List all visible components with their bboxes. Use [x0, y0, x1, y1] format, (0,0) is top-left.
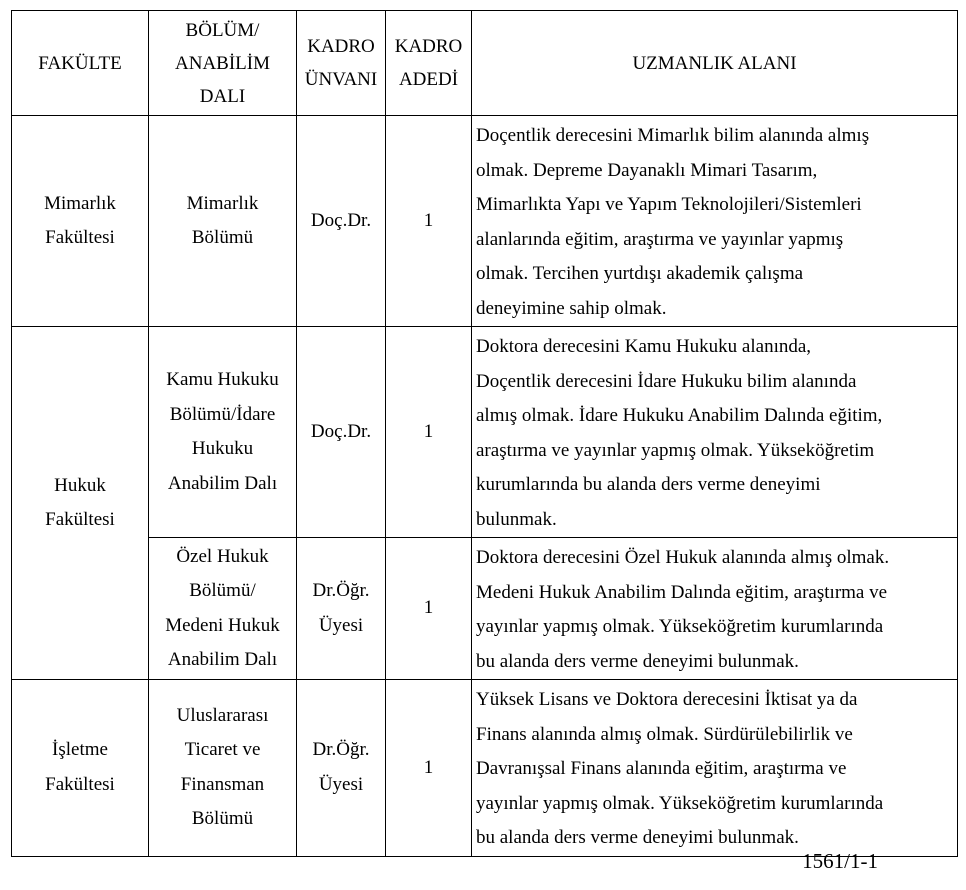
cell-uzmanlik-alani: Yüksek Lisans ve Doktora derecesini İktisat ya da Finans alanında almış olmak. Sürdürülebilirlik ve Davranışsal Finans alanında eğitim, araştırma ve yayınlar yapmış olmak. Yükseköğretim kurumlarında bu alanda ders verme deneyimi bulunmak.: [472, 680, 958, 857]
cell-fakulte: İşletme Fakültesi: [12, 680, 149, 857]
table-row: [12, 116, 958, 327]
header-row: [12, 11, 958, 116]
cell-uzmanlik-alani: Doktora derecesini Özel Hukuk alanında almış olmak. Medeni Hukuk Anabilim Dalında eğitim, araştırma ve yayınlar yapmış olmak. Yükseköğretim kurumlarında bu alanda ders verme deneyimi bulunmak.: [472, 538, 958, 680]
cell-bolum: Kamu Hukuku Bölümü/İdare Hukuku Anabilim Dalı: [149, 327, 297, 538]
header-fakulte: FAKÜLTE: [12, 11, 149, 116]
header-kadro-adedi: KADRO ADEDİ: [386, 11, 472, 116]
cell-kadro-unvani: Doç.Dr.: [297, 327, 386, 538]
cell-kadro-unvani: Dr.Öğr. Üyesi: [297, 680, 386, 857]
header-uzmanlik-alani: UZMANLIK ALANI: [472, 11, 958, 116]
table-row: [12, 327, 958, 538]
cell-kadro-adedi: 1: [386, 680, 472, 857]
cell-uzmanlik-alani: Doçentlik derecesini Mimarlık bilim alanında almış olmak. Depreme Dayanaklı Mimari Tasarım, Mimarlıkta Yapı ve Yapım Teknolojileri/Sistemleri alanlarında eğitim, araştırma ve yayınlar yapmış olmak. Tercihen yurtdışı akademik çalışma deneyimine sahip olmak.: [472, 116, 958, 327]
cell-bolum: Mimarlık Bölümü: [149, 116, 297, 327]
cell-kadro-unvani: Dr.Öğr. Üyesi: [297, 538, 386, 680]
cell-bolum: Uluslararası Ticaret ve Finansman Bölümü: [149, 680, 297, 857]
cell-kadro-adedi: 1: [386, 116, 472, 327]
cell-kadro-adedi: 1: [386, 327, 472, 538]
header-bolum: BÖLÜM/ ANABİLİM DALI: [149, 11, 297, 116]
cell-uzmanlik-alani: Doktora derecesini Kamu Hukuku alanında, Doçentlik derecesini İdare Hukuku bilim alanında almış olmak. İdare Hukuku Anabilim Dalında eğitim, araştırma ve yayınlar yapmış olmak. Yükseköğretim kurumlarında bu alanda ders verme deneyimi bulunmak.: [472, 327, 958, 538]
cell-kadro-adedi: 1: [386, 538, 472, 680]
cell-fakulte: Mimarlık Fakültesi: [12, 116, 149, 327]
table-row: [12, 680, 958, 857]
document-number: 1561/1-1: [802, 849, 878, 873]
cell-kadro-unvani: Doç.Dr.: [297, 116, 386, 327]
header-kadro-unvani: KADRO ÜNVANI: [297, 11, 386, 116]
cell-fakulte: Hukuk Fakültesi: [12, 327, 149, 680]
cell-bolum: Özel Hukuk Bölümü/ Medeni Hukuk Anabilim Dalı: [149, 538, 297, 680]
kadro-table: [11, 10, 958, 857]
table-row: [12, 538, 958, 680]
